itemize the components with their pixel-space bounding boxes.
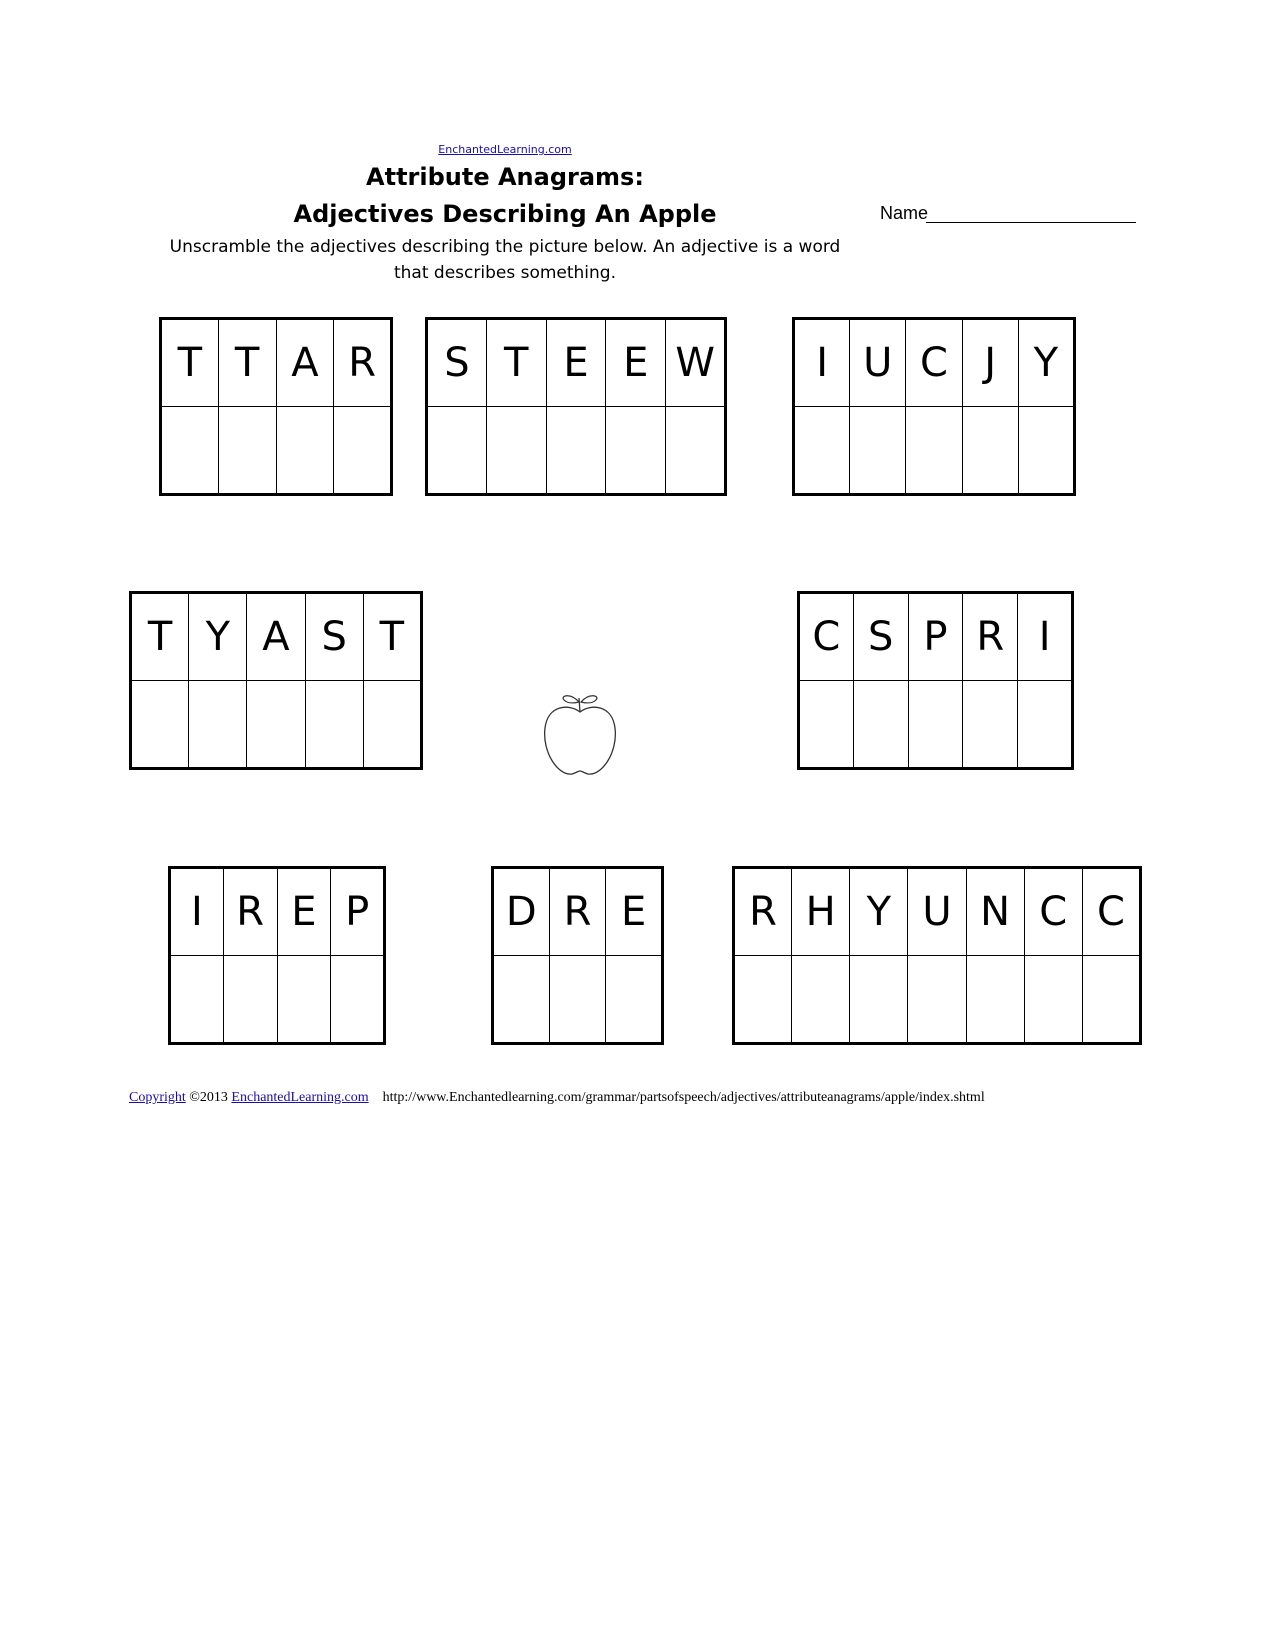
scrambled-letter: E — [606, 868, 663, 956]
answer-box[interactable] — [427, 407, 487, 495]
scrambled-letter: N — [966, 868, 1024, 956]
scrambled-letter: J — [962, 319, 1018, 407]
answer-box[interactable] — [170, 956, 224, 1044]
scrambled-letter: Y — [1018, 319, 1074, 407]
scrambled-letter: C — [799, 593, 854, 681]
answer-box[interactable] — [486, 407, 546, 495]
footer — [129, 1090, 985, 1106]
answer-box[interactable] — [305, 681, 363, 769]
scrambled-letter: R — [734, 868, 792, 956]
scrambled-letter: E — [606, 319, 666, 407]
scrambled-letter: I — [1018, 593, 1073, 681]
answer-box[interactable] — [277, 956, 331, 1044]
scrambled-letter: W — [666, 319, 726, 407]
answer-box[interactable] — [908, 681, 963, 769]
answer-box[interactable] — [606, 407, 666, 495]
scrambled-letter: C — [906, 319, 962, 407]
scrambled-letter: U — [908, 868, 966, 956]
scrambled-letter: T — [486, 319, 546, 407]
answer-box[interactable] — [963, 681, 1018, 769]
copyright-link[interactable]: Copyright — [129, 1090, 186, 1105]
scrambled-letter: C — [1082, 868, 1140, 956]
scrambled-letter: S — [427, 319, 487, 407]
answer-box[interactable] — [223, 956, 277, 1044]
scrambled-letter: A — [276, 319, 334, 407]
scrambled-letter: H — [792, 868, 850, 956]
scrambled-letter: E — [546, 319, 606, 407]
scrambled-letter: S — [853, 593, 908, 681]
answer-box[interactable] — [161, 407, 219, 495]
scrambled-letter: S — [305, 593, 363, 681]
answer-box[interactable] — [276, 407, 334, 495]
answer-box[interactable] — [549, 956, 606, 1044]
answer-box[interactable] — [908, 956, 966, 1044]
scrambled-letter: U — [850, 319, 906, 407]
footer-site-link[interactable]: EnchantedLearning.com — [231, 1090, 369, 1105]
instructions: Unscramble the adjectives describing the picture below. An adjective is a word that describes something. — [169, 237, 841, 283]
anagram-grid — [129, 591, 423, 770]
scrambled-letter: D — [493, 868, 550, 956]
scrambled-letter: C — [1024, 868, 1082, 956]
scrambled-letter: Y — [189, 593, 247, 681]
answer-box[interactable] — [734, 956, 792, 1044]
scrambled-letter: T — [218, 319, 276, 407]
answer-box[interactable] — [189, 681, 247, 769]
page-url: http://www.Enchantedlearning.com/grammar/partsofspeech/adjectives/attributeanagrams/apple/index.shtml — [382, 1090, 985, 1105]
answer-box[interactable] — [546, 407, 606, 495]
scrambled-letter: A — [247, 593, 305, 681]
answer-box[interactable] — [799, 681, 854, 769]
answer-box[interactable] — [218, 407, 276, 495]
scrambled-letter: P — [908, 593, 963, 681]
scrambled-letter: T — [161, 319, 219, 407]
answer-box[interactable] — [853, 681, 908, 769]
answer-box[interactable] — [850, 956, 908, 1044]
answer-box[interactable] — [1018, 407, 1074, 495]
answer-box[interactable] — [606, 956, 663, 1044]
answer-box[interactable] — [131, 681, 189, 769]
answer-box[interactable] — [962, 407, 1018, 495]
answer-box[interactable] — [1082, 956, 1140, 1044]
scrambled-letter: R — [963, 593, 1018, 681]
anagram-grid — [425, 317, 727, 496]
page-title: Attribute Anagrams: — [366, 163, 644, 191]
answer-box[interactable] — [906, 407, 962, 495]
answer-box[interactable] — [1018, 681, 1073, 769]
scrambled-letter: R — [223, 868, 277, 956]
answer-box[interactable] — [363, 681, 421, 769]
apple-icon — [540, 690, 620, 778]
answer-box[interactable] — [794, 407, 850, 495]
scrambled-letter: I — [170, 868, 224, 956]
scrambled-letter: Y — [850, 868, 908, 956]
name-field-line[interactable] — [926, 222, 1136, 223]
site-link-top[interactable]: EnchantedLearning.com — [438, 143, 572, 156]
answer-box[interactable] — [1024, 956, 1082, 1044]
page-subtitle: Adjectives Describing An Apple — [293, 200, 717, 228]
anagram-grid — [797, 591, 1074, 770]
answer-box[interactable] — [966, 956, 1024, 1044]
answer-box[interactable] — [666, 407, 726, 495]
scrambled-letter: E — [277, 868, 331, 956]
scrambled-letter: T — [131, 593, 189, 681]
anagram-grid — [491, 866, 664, 1045]
scrambled-letter: P — [331, 868, 385, 956]
scrambled-letter: R — [549, 868, 606, 956]
answer-box[interactable] — [334, 407, 392, 495]
scrambled-letter: I — [794, 319, 850, 407]
answer-box[interactable] — [247, 681, 305, 769]
anagram-grid — [792, 317, 1076, 496]
anagram-grid — [159, 317, 393, 496]
answer-box[interactable] — [792, 956, 850, 1044]
answer-box[interactable] — [331, 956, 385, 1044]
answer-box[interactable] — [850, 407, 906, 495]
anagram-grid — [732, 866, 1142, 1045]
scrambled-letter: T — [363, 593, 421, 681]
name-label: Name — [880, 203, 929, 223]
answer-box[interactable] — [493, 956, 550, 1044]
anagram-grid — [168, 866, 386, 1045]
copyright-text: ©2013 — [185, 1090, 232, 1105]
scrambled-letter: R — [334, 319, 392, 407]
